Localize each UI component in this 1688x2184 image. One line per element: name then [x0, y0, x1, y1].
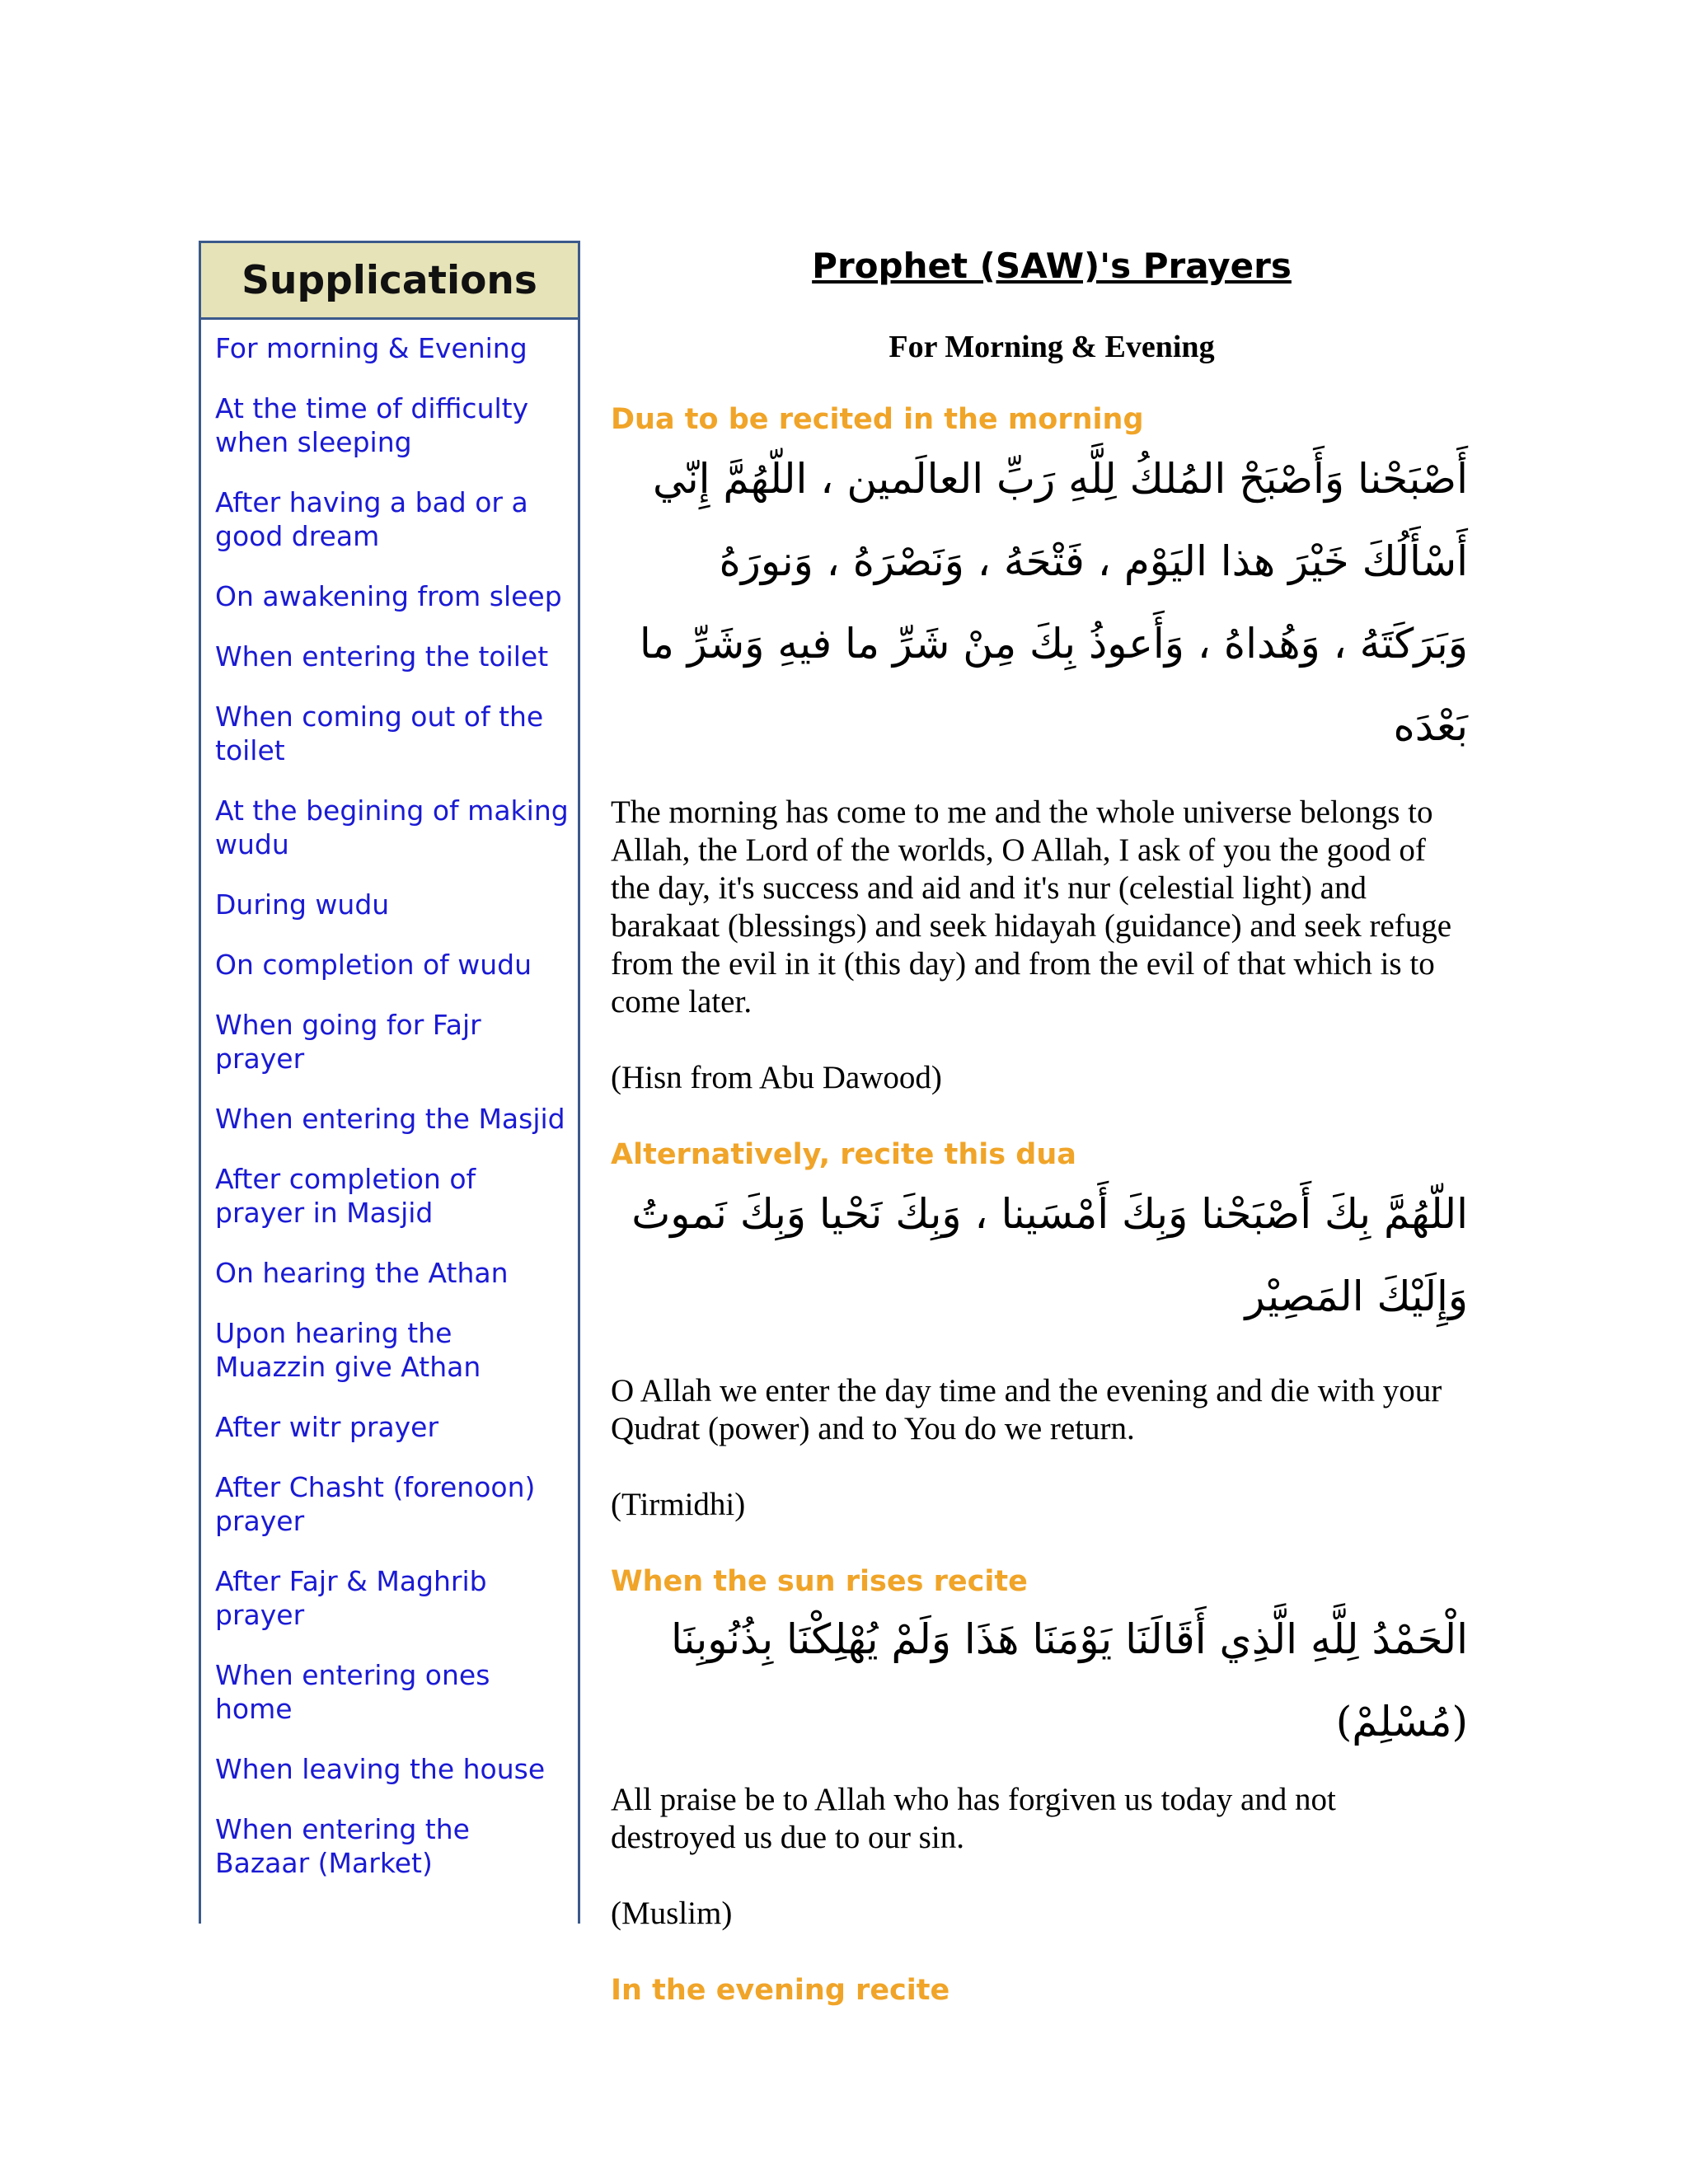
sidebar-item-fajr-prayer[interactable]: When going for Fajr prayer — [215, 1009, 481, 1075]
page-title: Prophet (SAW)'s Prayers — [812, 246, 1292, 286]
sidebar-item-complete-wudu[interactable]: On completion of wudu — [215, 949, 532, 981]
sidebar-item-morning-evening[interactable]: For morning & Evening — [215, 332, 528, 364]
dua-translation-alternative: O Allah we enter the day time and the evening and die with your Qudrat (power) and to You do we return. — [611, 1373, 1442, 1446]
sidebar-item-awakening[interactable]: On awakening from sleep — [215, 580, 562, 612]
dua-source-morning: (Hisn from Abu Dawood) — [611, 1060, 942, 1095]
sidebar-item-entering-masjid[interactable]: When entering the Masjid — [215, 1103, 565, 1135]
dua-translation-sunrise: All praise be to Allah who has forgiven us today and not destroyed us due to our sin. — [611, 1782, 1336, 1855]
section-title: For Morning & Evening — [889, 330, 1215, 364]
sidebar-item-chasht-prayer[interactable]: After Chasht (forenoon) prayer — [215, 1471, 536, 1537]
dua-arabic-alternative: اللّهُمَّ بِكَ أَصْبَحْنا وَبِكَ أَمْسَينا ، وَبِكَ نَحْيا وَبِكَ نَموتُ وَإِلَيْكَ المَصِيْر — [631, 1190, 1468, 1320]
sidebar-item-difficulty-sleeping[interactable]: At the time of difficulty when sleeping — [215, 392, 529, 458]
dua-arabic-sunrise: الْحَمْدُ لِلَّهِ الَّذِي أَقَالَنَا يَوْمَنَا هَذَا وَلَمْ يُهْلِكْنَا بِذُنُوبِنَا (مُسْلِمْ) — [671, 1615, 1468, 1746]
sidebar-item-leaving-house[interactable]: When leaving the house — [215, 1753, 546, 1785]
sidebar-item-begin-wudu[interactable]: At the begining of making wudu — [215, 794, 569, 860]
sidebar-item-entering-home[interactable]: When entering ones home — [215, 1659, 490, 1725]
dua-heading-alternative: Alternatively, recite this dua — [611, 1138, 1076, 1171]
sidebar-item-dream[interactable]: After having a bad or a good dream — [215, 486, 528, 552]
sidebar-item-entering-bazaar[interactable]: When entering the Bazaar (Market) — [215, 1813, 470, 1879]
main-content — [611, 241, 1476, 2007]
dua-heading-sunrise: When the sun rises recite — [611, 1565, 1028, 1598]
sidebar-list — [201, 320, 578, 1880]
sidebar-item-entering-toilet[interactable]: When entering the toilet — [215, 640, 549, 673]
sidebar-item-witr-prayer[interactable]: After witr prayer — [215, 1411, 439, 1443]
dua-heading-morning: Dua to be recited in the morning — [611, 403, 1144, 436]
sidebar-item-hearing-athan[interactable]: On hearing the Athan — [215, 1257, 509, 1289]
sidebar — [199, 241, 580, 1924]
dua-source-sunrise: (Muslim) — [611, 1896, 733, 1931]
sidebar-item-after-prayer-masjid[interactable]: After completion of prayer in Masjid — [215, 1163, 476, 1229]
sidebar-item-fajr-maghrib[interactable]: After Fajr & Maghrib prayer — [215, 1565, 487, 1631]
dua-translation-morning: The morning has come to me and the whole universe belongs to Allah, the Lord of the worlds, O Allah, I ask of you the good of the day, it's success and aid and it's nur (celestial light) and barakaat (blessings) and seek hidayah (guidance) and seek refuge from the evil in it (this day) and from the evil of that which is to come later. — [611, 794, 1452, 1019]
sidebar-item-leaving-toilet[interactable]: When coming out of the toilet — [215, 701, 544, 766]
sidebar-item-muazzin-athan[interactable]: Upon hearing the Muazzin give Athan — [215, 1317, 481, 1383]
sidebar-title: Supplications — [201, 243, 578, 320]
dua-heading-evening: In the evening recite — [611, 1974, 950, 2007]
dua-arabic-morning: أَصْبَحْنا وَأَصْبَحْ المُلكُ لِلَّهِ رَبِّ العالَمين ، اللّهُمَّ إِنّي أَسْأَلُكَ خَيْرَ هذا اليَوْم ، فَتْحَهُ ، وَنَصْرَهُ ، وَنورَهُ وَبَرَكَتَهُ ، وَهُداهُ ، وَأَعوذُ بِكَ مِنْ شَرِّ ما فيهِ وَشَرِّ ما بَعْدَه — [639, 455, 1468, 750]
dua-source-alternative: (Tirmidhi) — [611, 1487, 746, 1522]
sidebar-item-during-wudu[interactable]: During wudu — [215, 888, 390, 921]
